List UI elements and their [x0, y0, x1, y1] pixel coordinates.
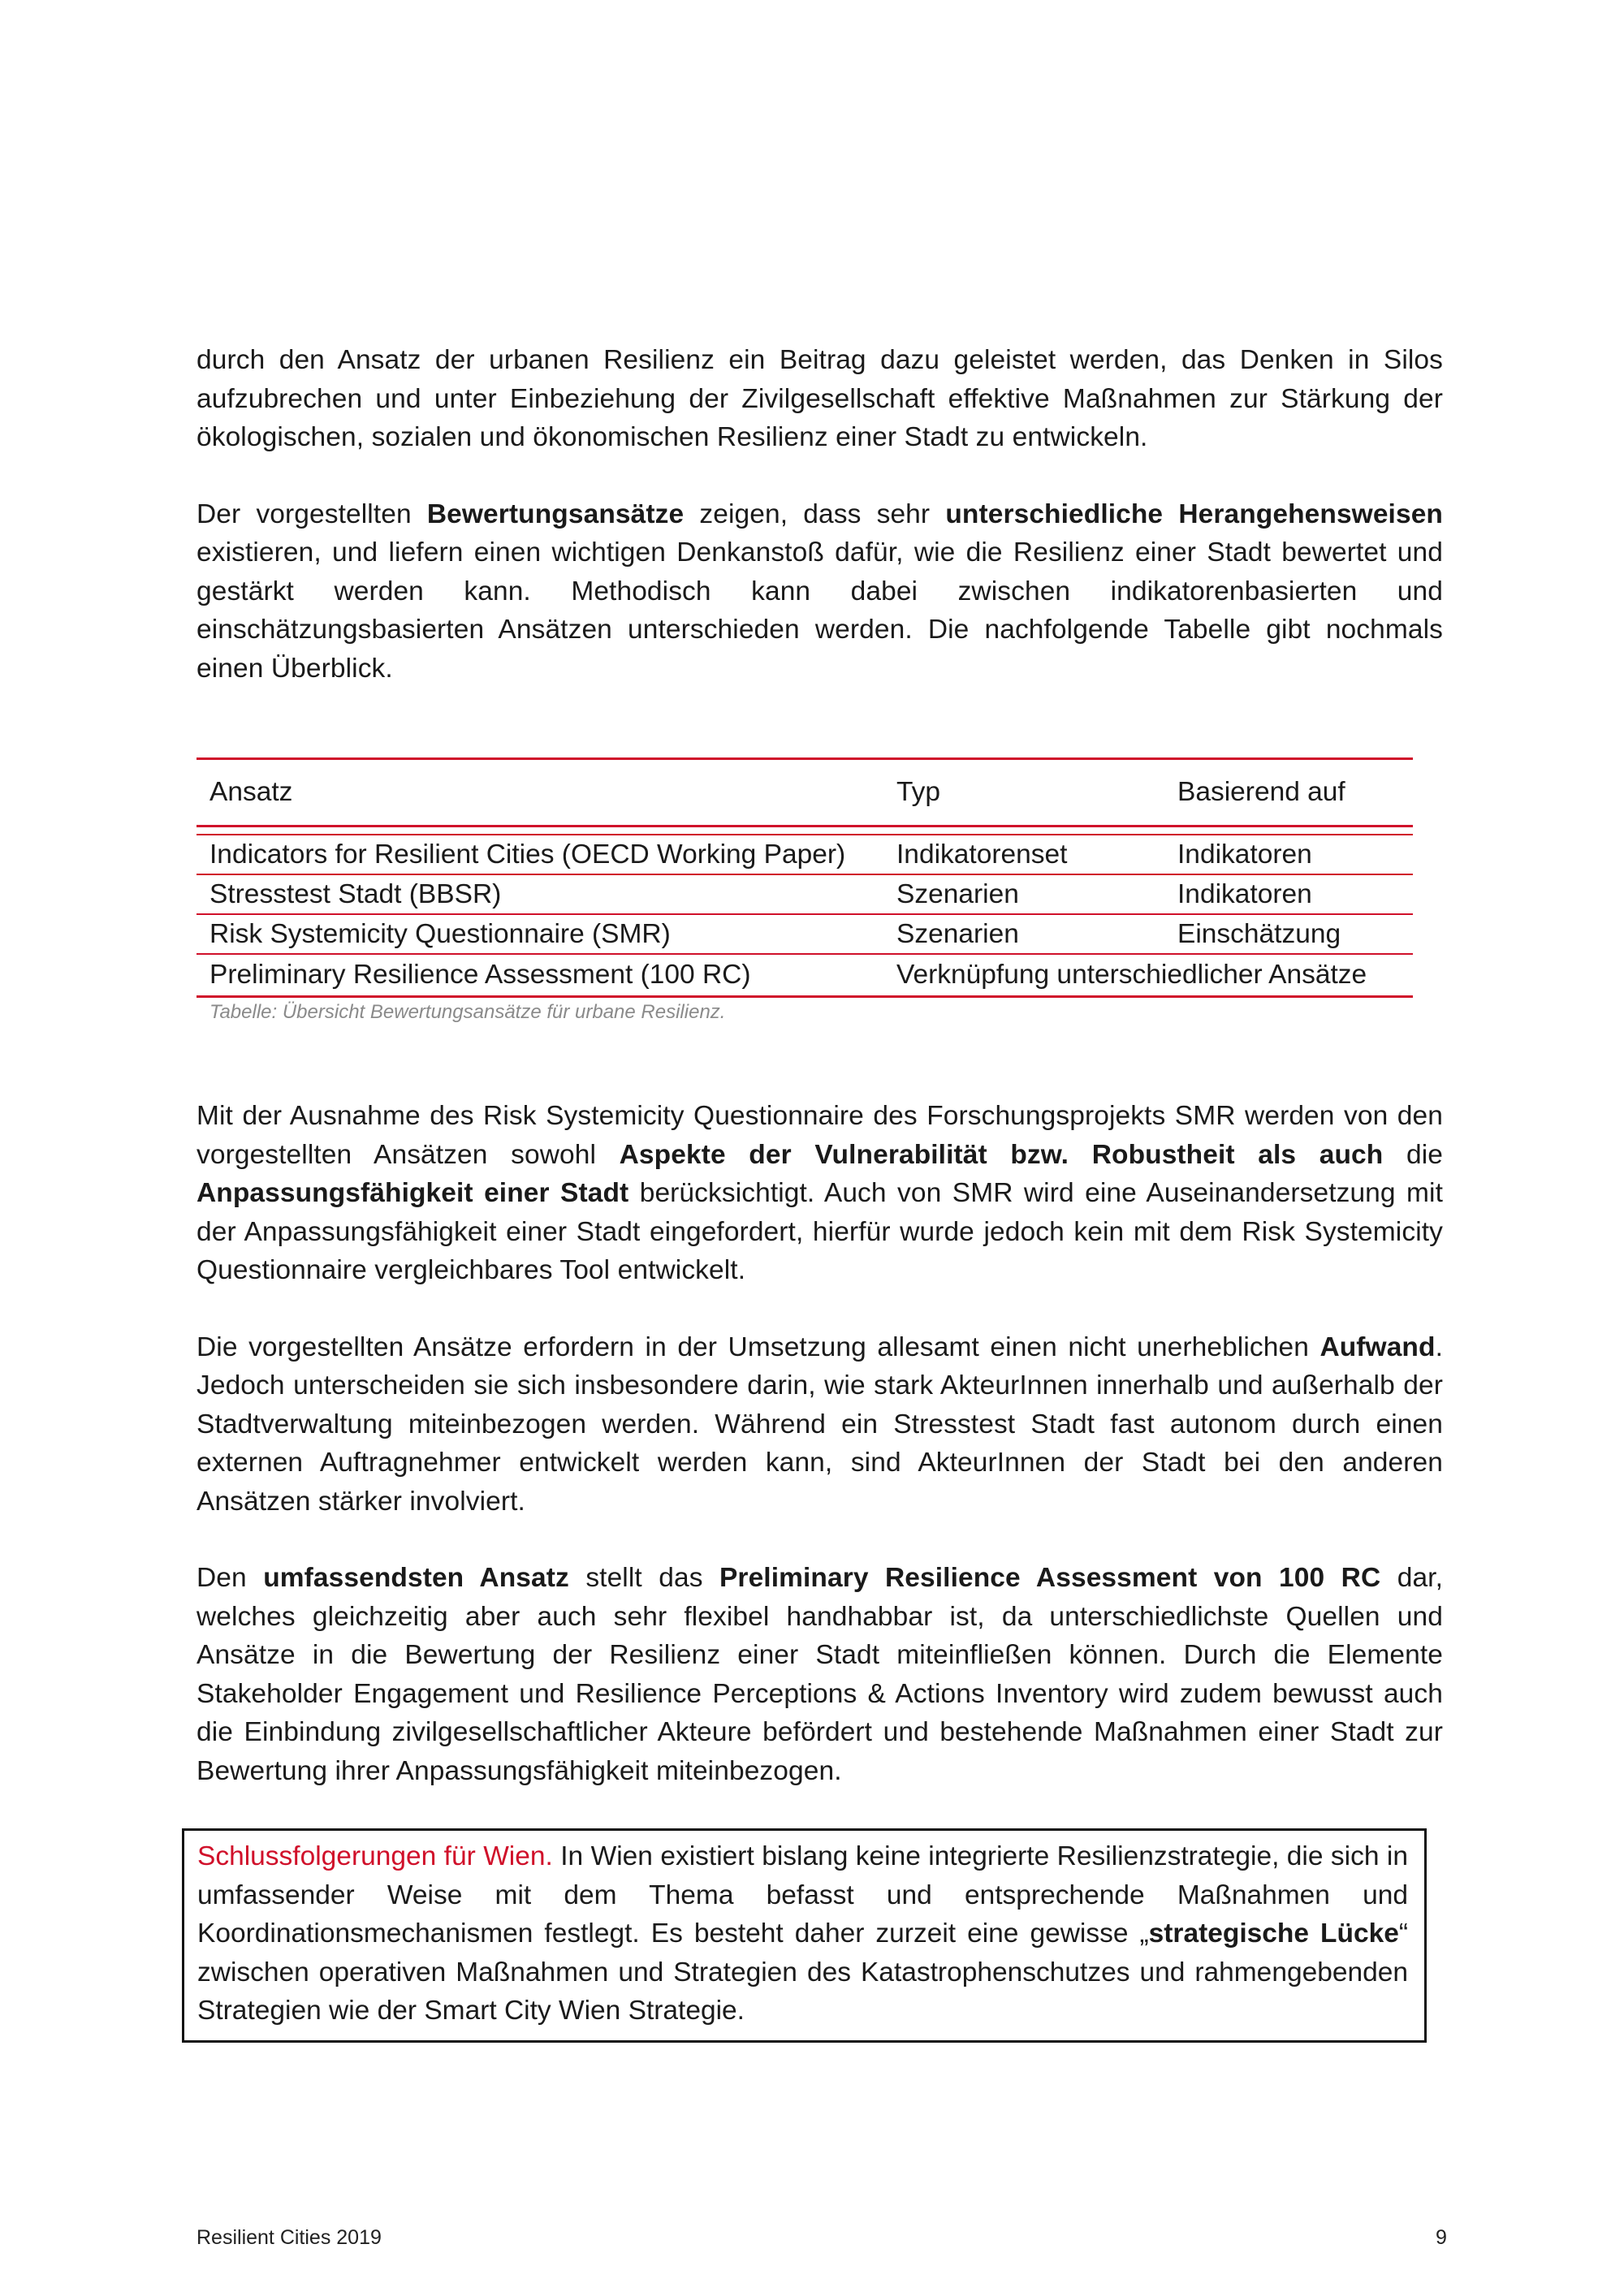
paragraph-effort	[197, 1328, 1443, 1521]
table-cell: Indikatorenset	[883, 835, 1164, 874]
conclusion-heading: Schlussfolgerungen für Wien.	[197, 1841, 553, 1871]
table-row	[197, 954, 1413, 997]
bold-text: Aspekte der Vulnerabilität bzw. Robustheit als auch	[619, 1139, 1384, 1170]
text-run: Mit der Ausnahme des Risk Systemicity Questionnaire des Forschungsprojekts SMR werden von den vorgestellten Ansätzen sowohl	[197, 1101, 1443, 1170]
bold-text: Anpassungsfähigkeit einer Stadt	[197, 1178, 629, 1208]
bold-text: strategische Lücke	[1148, 1918, 1399, 1949]
text-run: In Wien existiert bislang keine integrierte Resilienzstrategie, die sich in umfassender Weise mit dem Thema befasst und entsprechende Maßnahmen und Koordinationsmechanismen festlegt. Es besteht daher zurzeit eine gewisse „	[197, 1841, 1409, 1949]
table-row	[197, 914, 1413, 954]
paragraph-vulnerability	[197, 1097, 1443, 1290]
text-run: . Jedoch unterscheiden sie sich insbesondere darin, wie stark AkteurInnen innerhalb und außerhalb der Stadtverwaltung miteinbezogen werden. Während ein Stresstest Stadt fast autonom durch einen externen Auftragnehmer entwickelt werden kann, sind AkteurInnen der Stadt bei den anderen Ansätzen stärker involviert.	[197, 1331, 1443, 1517]
table-cell: Szenarien	[883, 874, 1164, 914]
conclusion-box	[182, 1828, 1427, 2043]
table-cell: Indikatoren	[1164, 835, 1413, 874]
text-run: zeigen, dass sehr	[684, 498, 946, 529]
text-run: Der vorgestellten	[197, 498, 427, 529]
table-cell: Preliminary Resilience Assessment (100 RC)	[197, 954, 883, 997]
conclusion-text	[197, 1837, 1408, 2031]
text-run: “ zwischen operativen Maßnahmen und Strategien des Katastrophenschutzes und rahmengebenden Strategien wie der Smart City Wien Strategie.	[197, 1918, 1408, 2026]
paragraph-assessment-approaches	[197, 495, 1443, 688]
paragraph-silo-thinking: durch den Ansatz der urbanen Resilienz ein Beitrag dazu geleistet werden, das Denken in Silos aufzubrechen und unter Einbeziehung der Zivilgesellschaft effektive Maßnahmen zur Stärkung der ökologischen, sozialen und ökonomischen Resilienz einer Stadt zu entwickeln.	[197, 345, 1443, 452]
table-cell: Stresstest Stadt (BBSR)	[197, 874, 883, 914]
table-header-cell: Typ	[883, 759, 1164, 826]
overview-table	[197, 757, 1413, 998]
table-row	[197, 835, 1413, 874]
paragraph-comprehensive-approach	[197, 1559, 1443, 1790]
bold-text: Aufwand	[1320, 1331, 1436, 1362]
footer-title: Resilient Cities 2019	[197, 2226, 382, 2249]
bold-text: umfassendsten Ansatz	[263, 1563, 569, 1593]
document-page	[197, 341, 1443, 2043]
text-run: Die vorgestellten Ansätze erfordern in der Umsetzung allesamt einen nicht unerheblichen	[197, 1331, 1320, 1362]
text-run: die	[1383, 1139, 1443, 1170]
bold-text: Preliminary Resilience Assessment von 100 RC	[719, 1563, 1381, 1593]
bold-text: unterschiedliche Herangehensweisen	[945, 498, 1443, 529]
table-cell: Einschätzung	[1164, 914, 1413, 954]
text-run: existieren, und liefern einen wichtigen Denkanstoß dafür, wie die Resilienz einer Stadt bewertet und gestärkt werden kann. Methodisch kann dabei zwischen indikatorenbasierten und einschätzungsbasierten Ansätzen unterschieden werden. Die nachfolgende Tabelle gibt nochmals einen Überblick.	[197, 537, 1443, 684]
text-run: Den	[197, 1563, 264, 1593]
table-row	[197, 874, 1413, 914]
table-header-cell: Basierend auf	[1164, 759, 1413, 826]
text-run: stellt das	[568, 1563, 719, 1593]
table-cell: Indikatoren	[1164, 874, 1413, 914]
text-run: dar, welches gleichzeitig aber auch sehr flexibel handhabbar ist, da unterschiedlichste Quellen und Ansätze in die Bewertung der Resilienz einer Stadt miteinfließen können. Durch die Elemente Stakeholder Engagement und Resilience Perceptions & Actions Inventory wird zudem bewusst auch die Einbindung zivilgesellschaftlicher Akteure befördert und bestehende Maßnahmen einer Stadt zur Bewertung ihrer Anpassungsfähigkeit miteinbezogen.	[197, 1563, 1443, 1786]
page-number: 9	[1436, 2226, 1447, 2249]
table-cell: Verknüpfung unterschiedlicher Ansätze	[883, 954, 1413, 997]
table-cell: Risk Systemicity Questionnaire (SMR)	[197, 914, 883, 954]
table-caption: Tabelle: Übersicht Bewertungsansätze für urbane Resilienz.	[209, 1001, 726, 1023]
table-cell: Szenarien	[883, 914, 1164, 954]
bold-text: Bewertungsansätze	[426, 498, 685, 529]
table-header-cell: Ansatz	[197, 759, 883, 826]
text-run: berücksichtigt. Auch von SMR wird eine Auseinandersetzung mit der Anpassungsfähigkeit einer Stadt eingefordert, hierfür wurde jedoch kein mit dem Risk Systemicity Questionnaire vergleichbares Tool entwickelt.	[197, 1178, 1443, 1285]
table-header-row	[197, 759, 1413, 826]
table-cell: Indicators for Resilient Cities (OECD Working Paper)	[197, 835, 883, 874]
